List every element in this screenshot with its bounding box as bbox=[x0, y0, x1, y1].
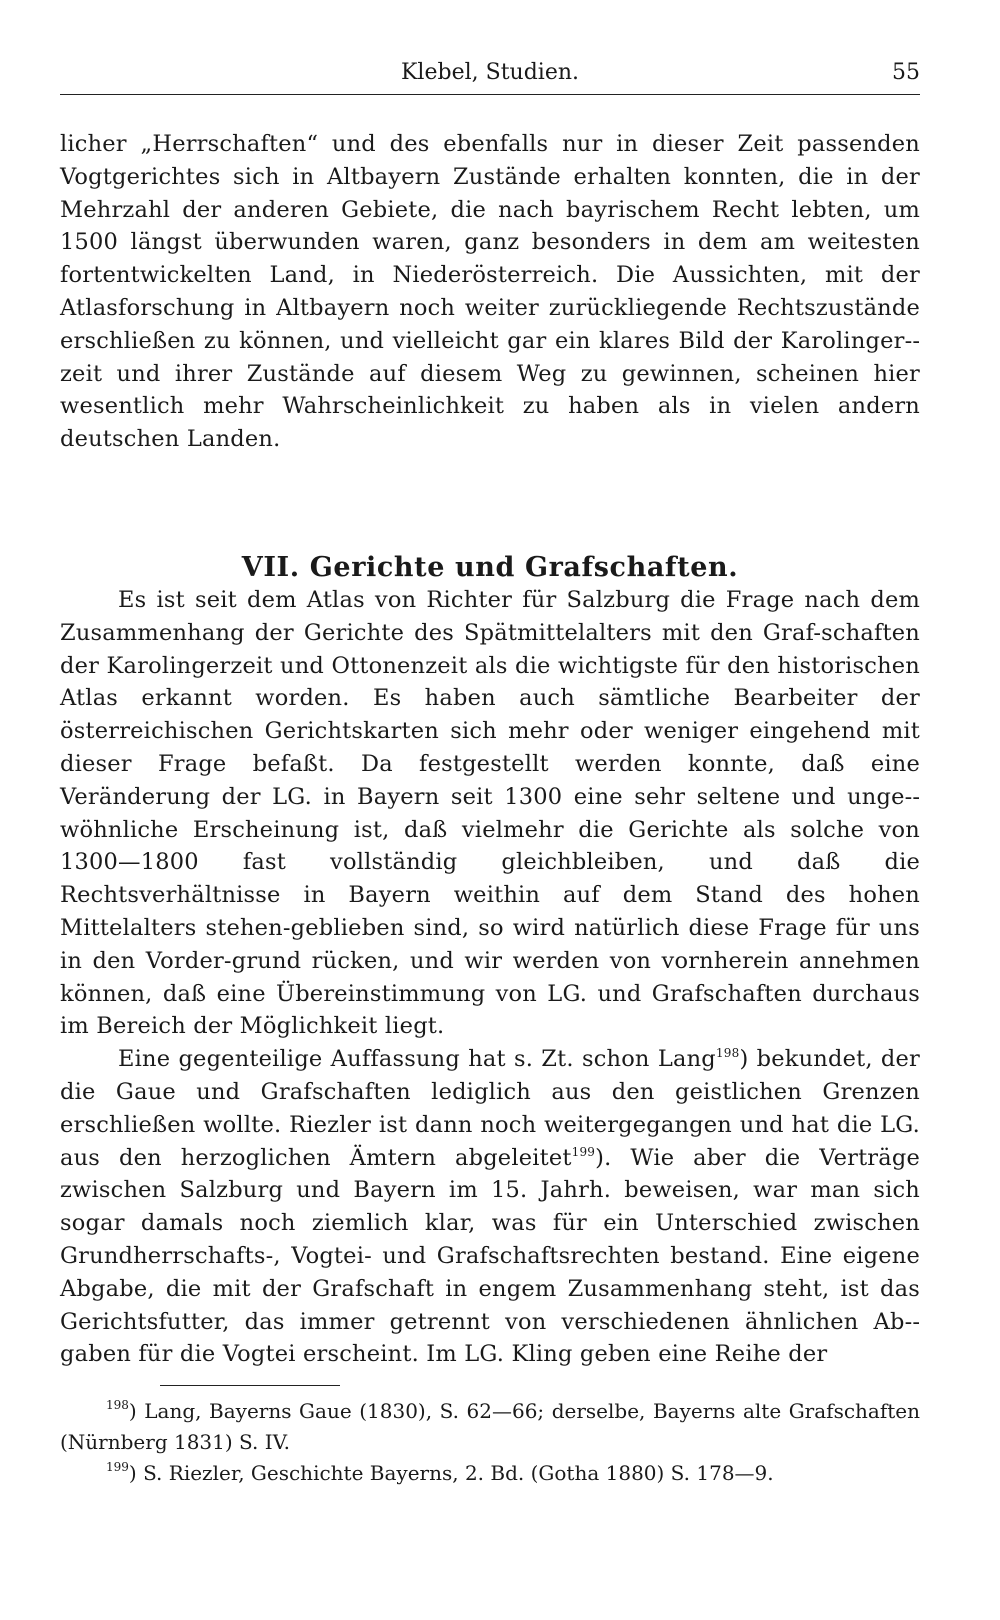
footnote-number: 199 bbox=[106, 1460, 129, 1474]
paragraph-text: ) bekundet, der die Gaue und Grafschaften lediglich aus den geistlichen Grenzen erschließen wollte. Riezler ist dann noch weitergegangen und hat die LG. aus den herzoglichen Ämtern abgeleitet bbox=[60, 1046, 920, 1171]
footnote-reference: 198 bbox=[715, 1046, 740, 1061]
paragraph bbox=[60, 1043, 920, 1371]
footnote-number: 198 bbox=[106, 1398, 129, 1412]
paragraph-text: Eine gegenteilige Auffassung hat s. Zt. schon Lang bbox=[118, 1046, 716, 1073]
body-text-continued bbox=[60, 128, 920, 456]
running-header bbox=[60, 54, 920, 95]
page-number: 55 bbox=[892, 60, 920, 85]
paragraph: licher „Herrschaften“ und des ebenfalls nur in dieser Zeit passenden Vogtgerichtes sich in Altbayern Zustände erhalten konnten, die in der Mehrzahl der anderen Gebiete, die nach bayrischem Recht lebten, um 1500 längst überwunden waren, ganz besonders in dem am weitesten fortentwickelten Land, in Niederösterreich. Die Aussichten, mit der Atlasforschung in Altbayern noch weiter zurückliegende Rechtszustände erschließen zu können, und vielleicht gar ein klares Bild der Karolinger-zeit und ihrer Zustände auf diesem Weg zu gewinnen, scheinen hier wesentlich mehr Wahrscheinlichkeit zu haben als in vielen andern deutschen Landen. bbox=[60, 131, 920, 453]
footnotes bbox=[60, 1396, 920, 1489]
footnote-separator bbox=[160, 1385, 340, 1386]
footnote-text: ) Lang, Bayerns Gaue (1830), S. 62—66; derselbe, Bayerns alte Grafschaften (Nürnberg 1831) S. IV. bbox=[60, 1399, 920, 1454]
paragraph-text: ). Wie aber die Verträge zwischen Salzburg und Bayern im 15. Jahrh. beweisen, war man sich sogar damals noch ziemlich klar, was für ein Unterschied zwischen Grundherrschafts-, Vogtei- und Grafschaftsrechten bestand. Eine eigene Abgabe, die mit der Grafschaft in engem Zusammenhang steht, ist das Gerichtsfutter, das immer getrennt von verschiedenen ähnlichen Ab-gaben für die Vogtei erscheint. Im LG. Kling geben eine Reihe der bbox=[60, 1144, 920, 1368]
footnote-text: ) S. Riezler, Geschichte Bayerns, 2. Bd. (Gotha 1880) S. 178—9. bbox=[128, 1461, 774, 1485]
footnote-reference: 199 bbox=[571, 1144, 596, 1159]
paragraph: Es ist seit dem Atlas von Richter für Salzburg die Frage nach dem Zusammenhang der Gerichte des Spätmittelalters mit den Graf-schaften der Karolingerzeit und Ottonenzeit als die wichtigste für den historischen Atlas erkannt worden. Es haben auch sämtliche Bearbeiter der österreichischen Gerichtskarten sich mehr oder weniger eingehend mit dieser Frage befaßt. Da festgestellt werden konnte, daß eine Veränderung der LG. in Bayern seit 1300 eine sehr seltene und unge-wöhnliche Erscheinung ist, daß vielmehr die Gerichte als solche von 1300—1800 fast vollständig gleichbleiben, und daß die Rechtsverhältnisse in Bayern weithin auf dem Stand des hohen Mittelalters stehen-geblieben sind, so wird natürlich diese Frage für uns in den Vorder-grund rücken, und wir werden von vornherein annehmen können, daß eine Übereinstimmung von LG. und Grafschaften durchaus im Bereich der Möglichkeit liegt. bbox=[60, 587, 920, 1040]
section-heading: VII. Gerichte und Grafschaften. bbox=[241, 552, 739, 583]
body-text-section bbox=[60, 584, 920, 1371]
footnote bbox=[60, 1396, 920, 1458]
running-title: Klebel, Studien. bbox=[401, 60, 579, 85]
footnote bbox=[60, 1458, 920, 1489]
